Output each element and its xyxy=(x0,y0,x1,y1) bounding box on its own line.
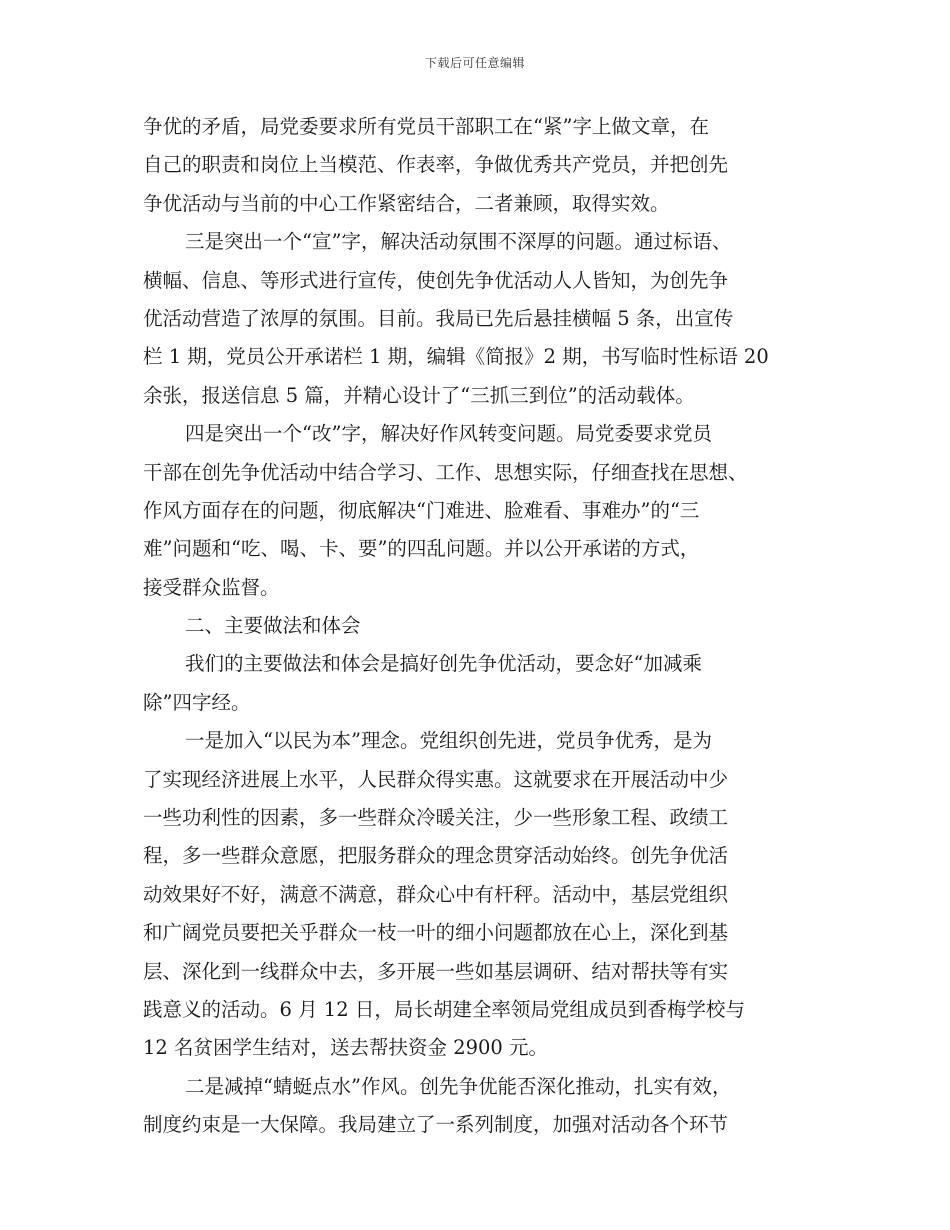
text-line: 动效果好不好，满意不满意，群众心中有杆秤。活动中，基层党组织 xyxy=(143,882,729,906)
text-line: 和广阔党员要把关乎群众一枝一叶的细小问题都放在心上，深化到基 xyxy=(143,921,729,945)
text-line: 争优活动与当前的中心工作紧密结合，二者兼顾，取得实效。 xyxy=(143,191,670,215)
document-body xyxy=(143,108,811,1145)
text-line: 一些功利性的因素，多一些群众冷暖关注，少一些形象工程、政绩工 xyxy=(143,806,729,830)
text-line: 践意义的活动。6 月 12 日，局长胡建全率领局党组成员到香梅学校与 xyxy=(143,997,745,1021)
text-line: 余张，报送信息 5 篇，并精心设计了“三抓三到位”的活动载体。 xyxy=(143,383,695,407)
text-line: 横幅、信息、等形式进行宣传，使创先争优活动人人皆知，为创先争 xyxy=(143,268,729,292)
text-line: 作风方面存在的问题，彻底解决“门难进、脸难看、事难办”的“三 xyxy=(143,498,700,522)
text-line: 制度约束是一大保障。我局建立了一系列制度，加强对活动各个环节 xyxy=(143,1113,729,1137)
text-line: 接受群众监督。 xyxy=(143,575,280,599)
text-line: 程，多一些群众意愿，把服务群众的理念贯穿活动始终。创先争优活 xyxy=(143,844,729,868)
text-line: 一是加入“以民为本”理念。党组织创先进，党员争优秀，是为 xyxy=(185,729,712,753)
text-line: 三是突出一个“宣”字，解决活动氛围不深厚的问题。通过标语、 xyxy=(185,230,732,254)
text-line: 除”四字经。 xyxy=(143,690,251,714)
text-line: 层、深化到一线群众中去，多开展一些如基层调研、结对帮扶等有实 xyxy=(143,959,729,983)
text-line: 12 名贫困学生结对，送去帮扶资金 2900 元。 xyxy=(143,1036,549,1060)
page-header: 下载后可任意编辑 xyxy=(424,56,525,70)
text-line: 了实现经济进展上水平，人民群众得实惠。这就要求在开展活动中少 xyxy=(143,767,729,791)
text-line: 栏 1 期，党员公开承诺栏 1 期，编辑《简报》2 期，书写临时性标语 20 xyxy=(143,345,769,369)
text-line: 二是减掉“蜻蜓点水”作风。创先争优能否深化推动，扎实有效， xyxy=(185,1074,732,1098)
text-line: 优活动营造了浓厚的氛围。目前。我局已先后悬挂横幅 5 条，出宣传 xyxy=(143,306,734,330)
text-line: 我们的主要做法和体会是搞好创先争优活动，要念好“加减乘 xyxy=(185,652,702,676)
section-heading: 二、主要做法和体会 xyxy=(185,614,361,638)
text-line: 自己的职责和岗位上当模范、作表率，争做优秀共产党员，并把创先 xyxy=(143,153,729,177)
text-line: 干部在创先争优活动中结合学习、工作、思想实际，仔细查找在思想、 xyxy=(143,460,748,484)
text-line: 争优的矛盾，局党委要求所有党员干部职工在“紧”字上做文章，在 xyxy=(143,115,709,138)
text-line: 难”问题和“吃、喝、卡、要”的四乱问题。并以公开承诺的方式， xyxy=(143,537,700,561)
text-line: 四是突出一个“改”字，解决好作风转变问题。局党委要求党员 xyxy=(185,422,712,446)
